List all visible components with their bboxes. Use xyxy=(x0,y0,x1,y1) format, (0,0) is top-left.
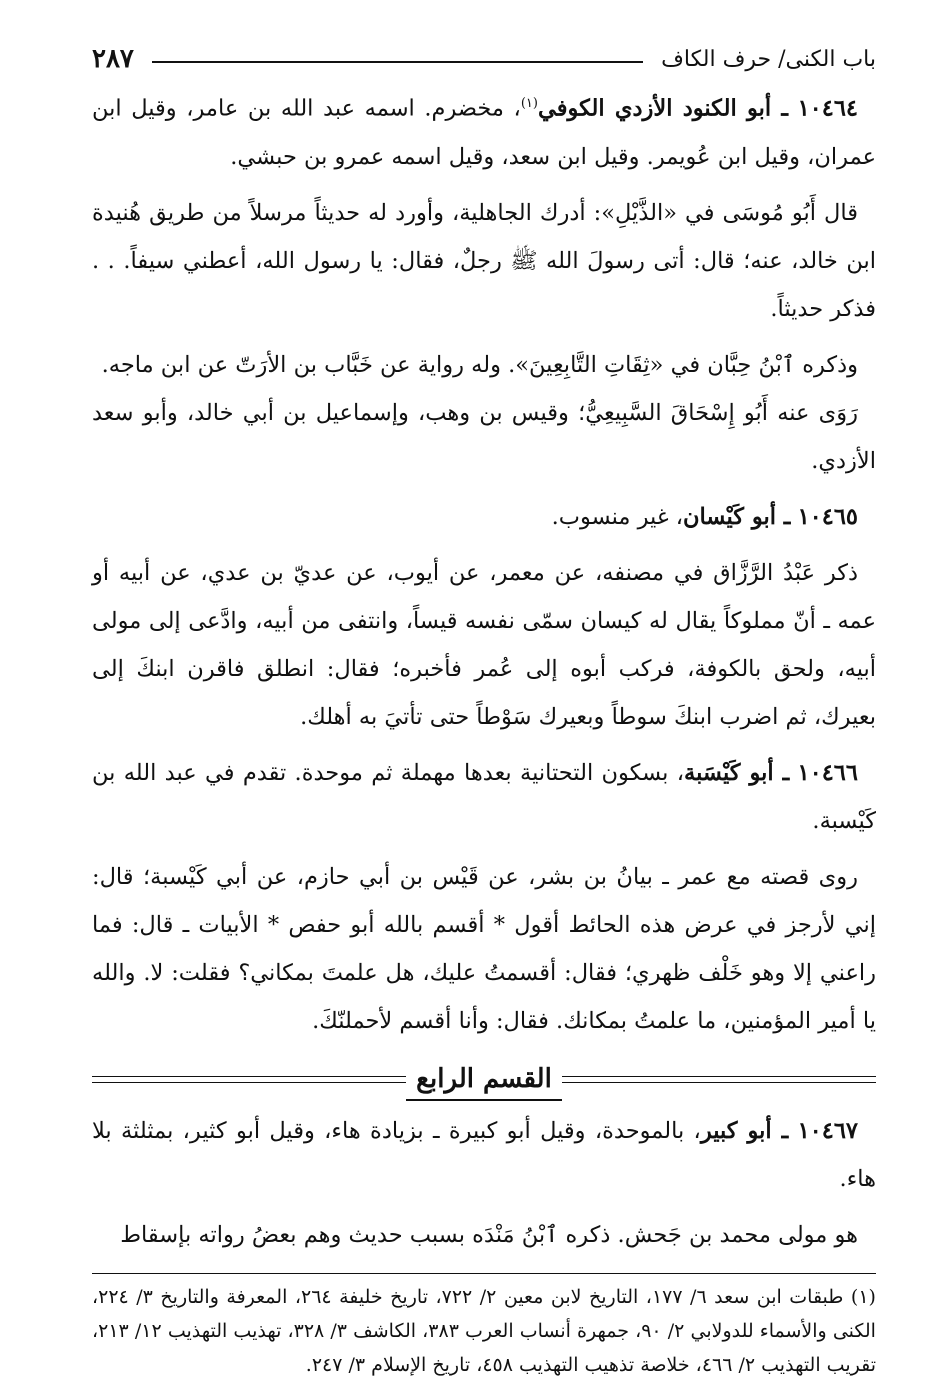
entry-text: ، بسكون التحتانية بعدها مهملة ثم موحدة. تقدم في عبد الله بن كَيْسبة. xyxy=(92,759,876,834)
section-heading xyxy=(92,1059,876,1101)
footnote-rule xyxy=(92,1273,876,1274)
page-header xyxy=(92,38,876,80)
entry-10466-heading: ١٠٤٦٦ ـ أبو كَيْسَبة، بسكون التحتانية بعدها مهملة ثم موحدة. تقدم في عبد الله بن كَيْسبة. xyxy=(92,759,876,834)
section-title: القسم الرابع xyxy=(406,1059,562,1101)
entry-number: ١٠٤٦٧ xyxy=(797,1117,858,1144)
entry-text: ، غير منسوب. xyxy=(551,503,684,530)
entry-name: أبو كبير xyxy=(700,1117,772,1144)
entry-10464-paragraph-3: وذكره ٱبْنُ حِبَّان في «ثِقَاتِ التَّابِعِينَ». وله رواية عن خَبَّاب بن الأرَتّ عن ابن ماجه. xyxy=(101,351,858,378)
entry-number: ١٠٤٦٦ xyxy=(797,759,858,786)
entry-name: أبو كَيْسان xyxy=(683,503,776,530)
header-rule xyxy=(152,61,643,63)
entry-10467-paragraph-2: هو مولى محمد بن جَحش. ذكره ٱبْنُ مَنْدَه بسبب حديث وهم بعضُ رواته بإسقاط xyxy=(120,1221,858,1248)
entry-number: ١٠٤٦٤ xyxy=(797,95,858,122)
entry-text: ، مخضرم. اسمه عبد الله بن عامر، وقيل ابن عمران، وقيل ابن عُويمر. وقيل ابن سعد، وقيل اسمه عمرو بن حبشي. xyxy=(92,95,876,170)
entry-number: ١٠٤٦٥ xyxy=(797,503,858,530)
running-title: باب الكنى/ حرف الكاف xyxy=(661,46,876,72)
entry-10465-paragraph-2: ذكر عَبْدُ الرَّزَّاق في مصنفه، عن معمر، عن أيوب، عن عديّ بن عدي، عن أبيه أو عمه ـ أنّ مملوكاً يقال له كيسان سمّى نفسه قيساً، وانتفى من أبيه، وادَّعى إلى مولى أبيه، ولحق بالكوفة، فركب أبوه إلى عُمر فأخبره؛ فقال: انطلق فاقرن ابنكَ إلى بعيرك، ثم اضرب ابنكَ سوطاً وبعيرك سَوْطاً حتى تأتيَ به أهلك. xyxy=(92,559,876,730)
entry-10464-paragraph-2: قال أَبُو مُوسَى في «الذَّيْلِ»: أدرك الجاهلية، وأورد له حديثاً مرسلاً من طريق هُنيدة ابن خالد، عنه؛ قال: أتى رسولَ الله ﷺ رجلٌ، فقال: يا رسول الله، أعطني سيفاً. . . فذكر حديثاً. xyxy=(92,199,876,322)
entry-10464-heading: ١٠٤٦٤ ـ أبو الكنود الأزدي الكوفي$^{(١)}$، مخضرم. اسمه عبد الله بن عامر، وقيل ابن عمران، وقيل ابن عُويمر. وقيل ابن سعد، وقيل اسمه عمرو بن حبشي. xyxy=(92,95,876,170)
section-rule-left xyxy=(92,1076,406,1083)
entry-10466-paragraph-2: روى قصته مع عمر ـ بيانُ بن بشر، عن قَيْس بن أبي حازم، عن أبي كَيْسبة؛ قال: إني لأرجز في عرض هذه الحائط أقول * أقسم بالله أبو حفص * الأبيات ـ قال: فما راعني إلا وهو خَلْف ظهري؛ فقال: أقسمتُ عليك، هل علمتَ بمكاني؟ فقلت: لا. والله يا أمير المؤمنين، ما علمتُ بمكانك. فقال: وأنا أقسم لأحملنّكَ. xyxy=(92,863,876,1034)
page-number: ٢٨٧ xyxy=(92,44,134,74)
entry-10465-heading: ١٠٤٦٥ ـ أبو كَيْسان، غير منسوب. xyxy=(551,503,858,530)
section-rule-right xyxy=(562,1076,876,1083)
entry-text: ، بالموحدة، وقيل أبو كبيرة ـ بزيادة هاء، وقيل أبو كثير، بمثلثة بلا هاء. xyxy=(92,1117,876,1192)
entry-10467-heading: ١٠٤٦٧ ـ أبو كبير، بالموحدة، وقيل أبو كبيرة ـ بزيادة هاء، وقيل أبو كثير، بمثلثة بلا هاء. xyxy=(92,1117,876,1192)
footnote-ref: (١) xyxy=(520,96,538,111)
entry-10464-paragraph-4: رَوَى عنه أَبُو إِسْحَاقَ السَّبِيعِيُّ؛ وقيس بن وهب، وإسماعيل بن أبي خالد، وأبو سعد الأزدي. xyxy=(92,399,876,474)
entry-name: أبو الكنود الأزدي الكوفي xyxy=(537,95,772,122)
entry-name: أبو كَيْسَبة xyxy=(684,759,774,786)
footnote: (١) طبقات ابن سعد ٦/ ١٧٧، التاريخ لابن معين ٢/ ٧٢٢، تاريخ خليفة ٢٦٤، المعرفة والتاريخ ٣/ ٢٢٤، الكنى والأسماء للدولابي ٢/ ٩٠، جمهرة أنساب العرب ٣٨٣، الكاشف ٣/ ٣٢٨، تهذيب التهذيب ١٢/ ٢١٣، تقريب التهذيب ٢/ ٤٦٦، خلاصة تذهيب التهذيب ٤٥٨، تاريخ الإسلام ٣/ ٢٤٧. xyxy=(92,1285,876,1376)
